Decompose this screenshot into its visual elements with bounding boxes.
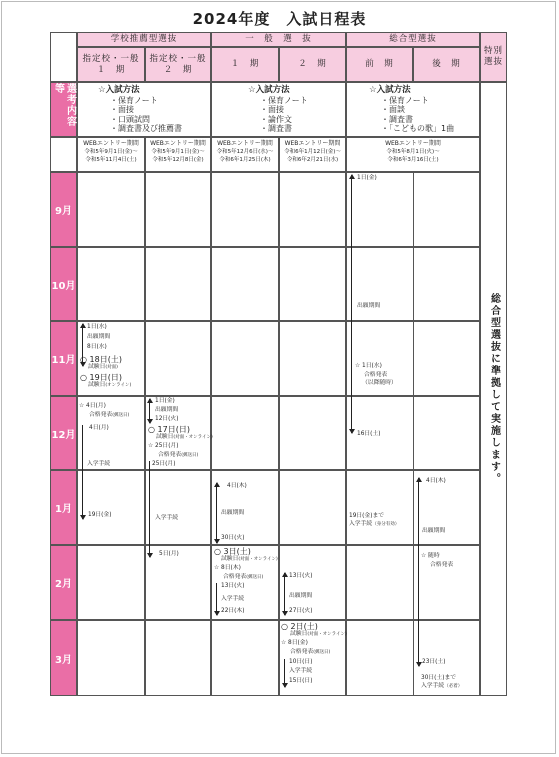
label-exam-content: 選考内容等 (50, 82, 77, 137)
web-gen2: WEBエントリー期間 令和6年1月12日(金)～ 令和6年2月21日(水) (279, 137, 346, 172)
schedule-cell (413, 321, 480, 396)
month-11: 11月 (50, 321, 77, 396)
web-gen1: WEBエントリー期間 令和5年12月6日(水)～ 令和6年1月25日(木) (211, 137, 279, 172)
schedule-cell (77, 545, 145, 620)
schedule-cell (145, 321, 211, 396)
schedule-cell (145, 172, 211, 247)
web-rec2: WEBエントリー期間 令和5年9月1日(金)～ 令和5年12月8日(金) (145, 137, 211, 172)
sogo-ko-apply-arrow (418, 478, 419, 666)
web-sogo: WEBエントリー期間 令和5年8月1日(火)～ 令和6年3月16日(土) (346, 137, 480, 172)
special-column (480, 82, 507, 696)
month-3: 3月 (50, 620, 77, 696)
rec2-proc-arrow (149, 461, 150, 557)
method-rec-cell (77, 82, 211, 137)
schedule-cell (145, 470, 211, 545)
schedule-cell (279, 396, 346, 470)
header-special: 特別 選抜 (480, 32, 507, 82)
month-1: 1月 (50, 470, 77, 545)
month-2: 2月 (50, 545, 77, 620)
sogo-zen-apply-arrow (351, 175, 352, 433)
method-gen-cell (211, 82, 346, 137)
schedule-cell (77, 172, 145, 247)
header-gen-1: １ 期 (211, 47, 279, 82)
schedule-cell (145, 620, 211, 696)
gen1-proc-arrow (216, 583, 217, 615)
page-title: 2024年度 入試日程表 (192, 10, 367, 28)
header-gen-2: ２ 期 (279, 47, 346, 82)
month-12: 12月 (50, 396, 77, 470)
header-rec-1: 指定校・一般 １ 期 (77, 47, 145, 82)
schedule-cell (77, 470, 145, 545)
schedule-cell (346, 545, 413, 620)
month-9: 9月 (50, 172, 77, 247)
header-general: 一 般 選 抜 (211, 32, 346, 47)
schedule-cell (145, 247, 211, 321)
schedule-cell (413, 247, 480, 321)
header-rec-2: 指定校・一般 ２ 期 (145, 47, 211, 82)
schedule-cell (77, 620, 145, 696)
schedule-cell (413, 172, 480, 247)
schedule-cell (413, 396, 480, 470)
month-10: 10月 (50, 247, 77, 321)
web-label-cell (50, 137, 77, 172)
schedule-cell (279, 247, 346, 321)
schedule-cell (211, 321, 279, 396)
special-note: 総合型選抜に準拠して実施します。 (488, 293, 500, 485)
gen2-proc-arrow (284, 659, 285, 687)
gen1-apply-arrow (216, 483, 217, 543)
schedule-cell (346, 620, 413, 696)
header-sogo-zen: 前 期 (346, 47, 413, 82)
schedule-cell (211, 247, 279, 321)
web-rec1: WEBエントリー期間 令和5年9月1日(金)～ 令和5年11月4日(土) (77, 137, 145, 172)
schedule-cell (211, 620, 279, 696)
method-rec: ☆入試方法 ・保育ノート ・面接 ・口頭試問 ・調査書及び推薦書 (98, 85, 182, 133)
schedule-cell (346, 172, 413, 247)
header-sogo-ko: 後 期 (413, 47, 480, 82)
schedule-cell (279, 321, 346, 396)
rec2-apply-arrow (149, 399, 150, 423)
schedule-cell (279, 470, 346, 545)
gen2-apply-arrow (284, 573, 285, 615)
schedule-cell (211, 470, 279, 545)
schedule-cell (211, 396, 279, 470)
schedule-cell (77, 247, 145, 321)
rec1-proc-arrow (82, 425, 83, 519)
schedule-cell (346, 470, 413, 545)
method-sogo-cell (346, 82, 480, 137)
schedule-table: 学校推薦型選抜 一 般 選 抜 総合型選抜 特別 選抜 指定校・一般 １ 期 指定校・一般 ２ 期 １ 期 ２ 期 前 期 後 期 選考内容等 ☆入試方法 ・保育ノート ・面接 ・口頭試問 ・調査書及び推薦書 ☆入試方法 ・保育ノート ・面接 ・論作文 ・調査書 ☆入試方法 ・保育ノート ・面談 ・調査書 ・「こどもの歌」1曲 総合型選抜に準拠して実施します。 WEBエントリー期間 令和5年9月1日(金)～ 令和5年11月4日(土) WEBエントリー期間 令和5年9月1日(金)～ 令和5年12月8日(金) WEBエントリー期間 令和5年12月6日(水)～ 令和6年1月25日(木) WEBエントリー期間 令和6年1月12日(金)～ 令和6年2月21日(水) WEBエントリー期間 令和5年8月1日(火)～ 令和6年3月16日(土) 9月 10月 11月 12月 1月 2月 3月 1日(水) 出願期間 8日(水) ○ 18日(土) 試験日(対面) ○ 19日(日) 試験日(オンライン) ☆ 4日(月) 合格発表(郵送日) 4日(月) 入学手続 19日(金) 1日(金) 出願期間 12日(火) ○ 17日(日) 試験日(対面・オンライン) ☆ 25日(月) 合格発表(郵送日) 25日(月) 入学手続 5日(月) 4日(木) 出願期間 30日(火) ○ 3日(土) 試験日(対面・オンライン) ☆ 8日(木) 合格発表(郵送日) 13日(火) 入学手続 22日(木) 13日(火) 出願期間 27日(火) ○ 2日(土) 試験日(対面・オンライン) ☆ 8日(金) 合格発表(郵送日) 10日(日) 入学手続 15日(日) 1日(金) 出願期間 ☆ 1日(水) 合格発表 （以降随時） 16日(土) 19日(金)まで 入学手続（身分有効） 4日(木) 出願期間 ☆ 随時 合格発表 23日(土) 30日(土)まで 入学手続（必着） (51, 33, 507, 697)
header-school-rec: 学校推薦型選抜 (77, 32, 211, 47)
method-sogo: ☆入試方法 ・保育ノート ・面談 ・調査書 ・「こどもの歌」1曲 (369, 85, 455, 133)
corner-cell (50, 32, 77, 82)
method-gen: ☆入試方法 ・保育ノート ・面接 ・論作文 ・調査書 (248, 85, 308, 133)
schedule-cell (279, 172, 346, 247)
schedule-cell (211, 172, 279, 247)
header-sogo: 総合型選抜 (346, 32, 480, 47)
